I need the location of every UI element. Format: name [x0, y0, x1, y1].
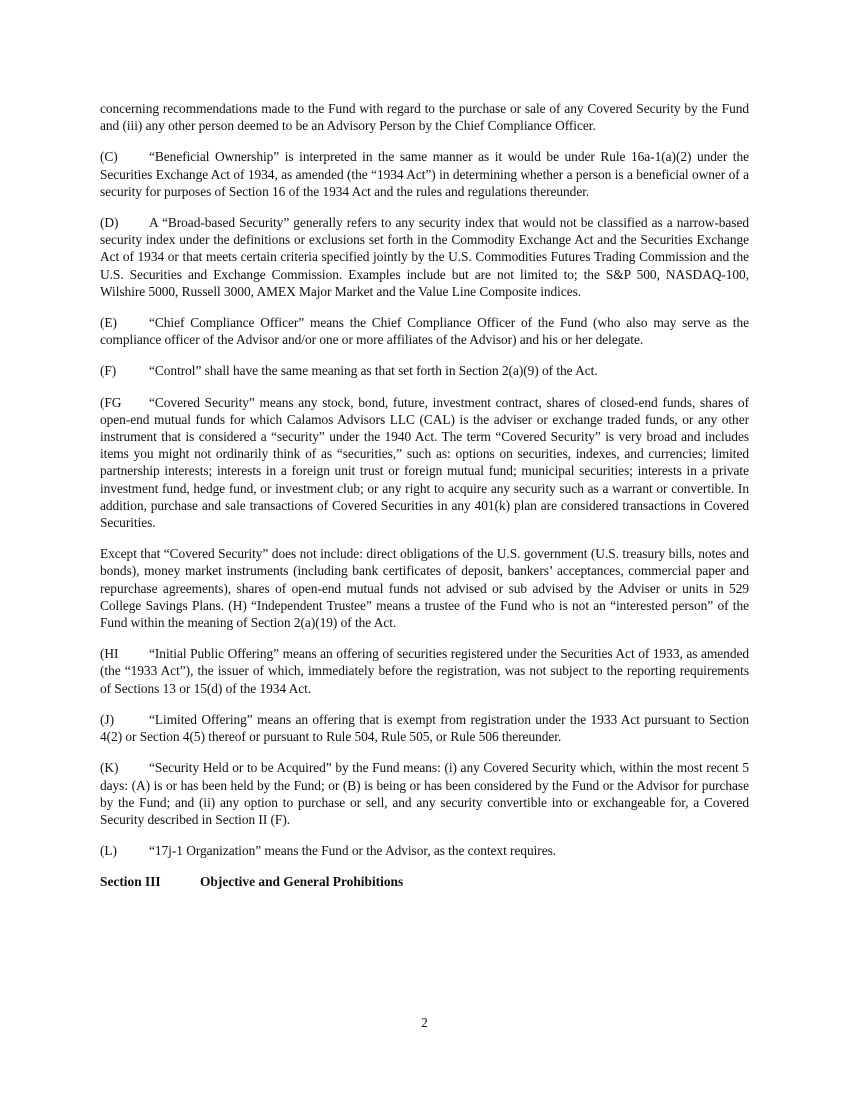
definition-marker: (E)	[100, 315, 117, 331]
definition-c	[100, 148, 749, 200]
definition-text: “Security Held or to be Acquired” by the Fund means: (i) any Covered Security which, within the most recent 5 days: (A) is or has been held by the Fund; or (B) is being or has been considered by the Fund or the Advisor for purchase by the Fund; and (ii) any option to purchase or sell, and any security convertible into or exchangeable for, a Covered Security described in Section II (F).	[100, 760, 749, 827]
paragraph-text: concerning recommendations made to the Fund with regard to the purchase or sale of any Covered Security by the Fund and (iii) any other person deemed to be an Advisory Person by the Chief Compliance Officer.	[100, 101, 749, 134]
definition-text: “17j-1 Organization” means the Fund or the Advisor, as the context requires.	[149, 843, 557, 859]
definition-marker: (L)	[100, 843, 117, 859]
definition-marker: (FG	[100, 394, 122, 410]
document-page	[100, 100, 749, 890]
definition-d	[100, 214, 749, 300]
definition-text: A “Broad-based Security” generally refers to any security index that would not be classified as a narrow-based security index under the definitions or exclusions set forth in the Commodity Exchange Act and the Securities Exchange Act of 1934 or that meets certain criteria specified jointly by the U.S. Commodities Futures Trading Commission and the U.S. Securities and Exchange Commission. Examples include but are not limited to; the S&P 500, NASDAQ-100, Wilshire 5000, Russell 3000, AMEX Major Market and the Value Line Composite indices.	[100, 215, 749, 299]
section-title: Objective and General Prohibitions	[200, 874, 404, 890]
definition-marker: (HI	[100, 646, 119, 662]
definition-marker: (J)	[100, 711, 114, 727]
definition-marker: (C)	[100, 149, 118, 165]
definition-text: “Initial Public Offering” means an offering of securities registered under the Securities Act of 1933, as amended (the “1933 Act”), the issuer of which, immediately before the registration, was not subject to the reporting requirements of Sections 13 or 15(d) of the 1934 Act.	[100, 646, 749, 696]
definition-k	[100, 759, 749, 828]
definition-text: “Beneficial Ownership” is interpreted in the same manner as it would be under Rule 16a-1(a)(2) under the Securities Exchange Act of 1934, as amended (the “1934 Act”) in determining whether a person is a beneficial owner of a security for purposes of Section 16 of the 1934 Act and the rules and regulations thereunder.	[100, 149, 749, 199]
paragraph-text: Except that “Covered Security” does not include: direct obligations of the U.S. government (U.S. treasury bills, notes and bonds), money market instruments (including bank certificates of deposit, bankers’ acceptances, commercial paper and repurchase agreements), shares of open-end mutual funds not advised or sub advised by the Adviser or units in 529 College Savings Plans. (H) “Independent Trustee” means a trustee of the Fund who is not an “interested person” of the Fund within the meaning of Section 2(a)(19) of the Act.	[100, 546, 749, 631]
section-number: Section III	[100, 874, 161, 890]
definition-text: “Covered Security” means any stock, bond, future, investment contract, shares of closed-end funds, shares of open-end mutual funds for which Calamos Advisors LLC (CAL) is the adviser or exchange traded funds, or any other instrument that is considered a “security” under the 1940 Act. The term “Covered Security” is very broad and includes items you might not ordinarily think of as “securities,” such as: options on securities, indexes, and currencies; limited partnership interests; interests in a foreign unit trust or foreign mutual fund; municipal securities; interests in a private investment fund, hedge fund, or investment club; or any right to acquire any security such as a warrant or convertible. In addition, purchase and sale transactions of Covered Securities in any 401(k) plan are considered transactions in Covered Securities.	[100, 394, 749, 531]
section-heading	[100, 873, 749, 890]
definition-marker: (K)	[100, 760, 119, 776]
definition-marker: (F)	[100, 363, 117, 379]
definition-text: “Limited Offering” means an offering that is exempt from registration under the 1933 Act pursuant to Section 4(2) or Section 4(5) thereof or pursuant to Rule 504, Rule 505, or Rule 506 thereunder.	[100, 711, 749, 745]
definition-hi	[100, 645, 749, 697]
definition-fg	[100, 394, 749, 532]
definition-text: “Chief Compliance Officer” means the Chief Compliance Officer of the Fund (who also may serve as the compliance officer of the Advisor and/or one or more affiliates of the Advisor) and his or her delegate.	[100, 315, 749, 348]
definition-text: “Control” shall have the same meaning as that set forth in Section 2(a)(9) of the Act.	[149, 363, 598, 379]
paragraph-except-clause	[100, 545, 749, 631]
definition-e	[100, 314, 749, 348]
paragraph-intro-continuation	[100, 100, 749, 134]
definition-f	[100, 362, 749, 379]
page-number: 2	[421, 1015, 428, 1030]
definition-marker: (D)	[100, 215, 119, 231]
definition-l	[100, 842, 749, 859]
definition-j	[100, 711, 749, 745]
